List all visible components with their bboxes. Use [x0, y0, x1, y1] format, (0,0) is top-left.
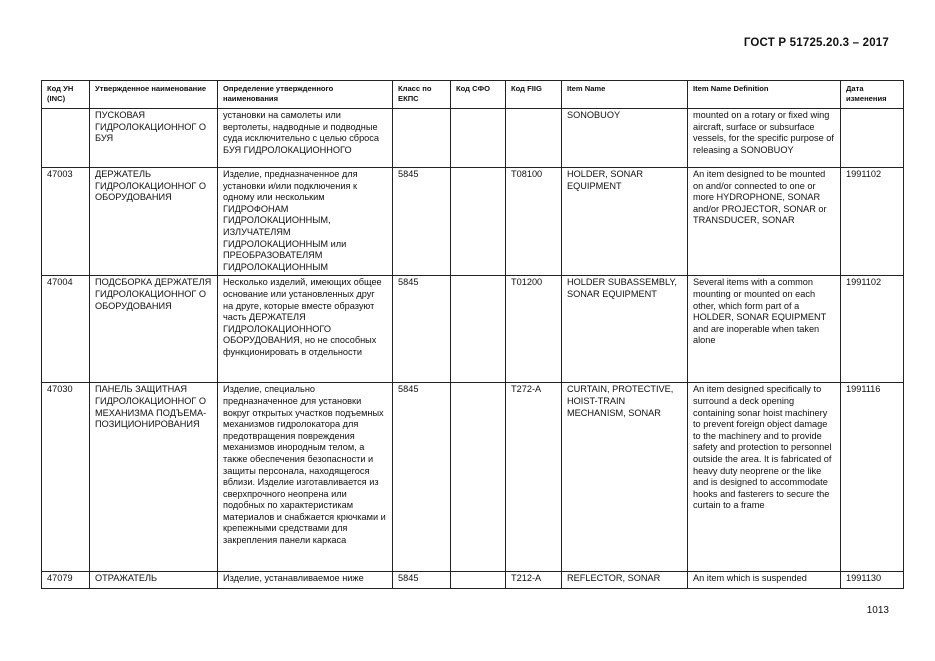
cell-change-date: 1991102 [841, 276, 904, 383]
cell-item-name: HOLDER SUBASSEMBLY, SONAR EQUIPMENT [562, 276, 688, 383]
cell-item-name: REFLECTOR, SONAR [562, 572, 688, 589]
column-header-definition: Определение утвержденного наименования [218, 81, 393, 109]
cell-definition: Изделие, предназначенное для установки и/или подключения к одному или нескольким ГИДРОФОНАМ ГИДРОЛОКАЦИОННЫМ, ИЗЛУЧАТЕЛЯМ ГИДРОЛОКАЦИОННЫМ или ПРЕОБРАЗОВАТЕЛЯМ ГИДРОЛОКАЦИОННЫМ [218, 168, 393, 276]
cell-approved-name: ОТРАЖАТЕЛЬ [90, 572, 218, 589]
column-header-inc: Код УН (INC) [42, 81, 90, 109]
cell-item-name: HOLDER, SONAR EQUIPMENT [562, 168, 688, 276]
table-row [42, 168, 904, 276]
cell-sfo-code [451, 383, 506, 572]
column-header-item-definition: Item Name Definition [688, 81, 841, 109]
cell-class: 5845 [393, 276, 451, 383]
cell-fiig-code [506, 109, 562, 168]
cell-inc: 47003 [42, 168, 90, 276]
cell-inc: 47030 [42, 383, 90, 572]
cell-fiig-code: T01200 [506, 276, 562, 383]
cell-sfo-code [451, 572, 506, 589]
column-header-approved-name: Утвержденное наименование [90, 81, 218, 109]
cell-item-definition: An item which is suspended [688, 572, 841, 589]
cell-item-definition: An item designed specifically to surround a deck opening containing sonar hoist machinery to prevent foreign object damage to the machinery and to provide safety and protection to personnel outside the area. It is fabricated of heavy duty neoprene or the like and is designed to accommodate hooks and fasterers to secure the curtain to a frame [688, 383, 841, 572]
cell-fiig-code: T212-A [506, 572, 562, 589]
cell-change-date: 1991116 [841, 383, 904, 572]
table-row [42, 383, 904, 572]
cell-fiig-code: T272-A [506, 383, 562, 572]
document-title: ГОСТ Р 51725.20.3 – 2017 [743, 37, 889, 49]
column-header-class: Класс по ЕКПС [393, 81, 451, 109]
cell-inc: 47004 [42, 276, 90, 383]
cell-definition: Изделие, устанавливаемое ниже [218, 572, 393, 589]
cell-item-definition: Several items with a common mounting or mounted on each other, which form part of a HOLDER, SONAR EQUIPMENT and are inoperable when taken alone [688, 276, 841, 383]
data-table [41, 80, 904, 589]
column-header-change-date: Дата изменения [841, 81, 904, 109]
table-row [42, 109, 904, 168]
cell-approved-name: ПУСКОВАЯ ГИДРОЛОКАЦИОННОГ О БУЯ [90, 109, 218, 168]
cell-sfo-code [451, 168, 506, 276]
cell-definition: установки на самолеты или вертолеты, надводные и подводные суда исключительно с целью сброса БУЯ ГИДРОЛОКАЦИОННОГО [218, 109, 393, 168]
cell-approved-name: ДЕРЖАТЕЛЬ ГИДРОЛОКАЦИОННОГ О ОБОРУДОВАНИЯ [90, 168, 218, 276]
column-header-sfo-code: Код СФО [451, 81, 506, 109]
cell-sfo-code [451, 109, 506, 168]
cell-change-date [841, 109, 904, 168]
column-header-fiig-code: Код FIIG [506, 81, 562, 109]
cell-definition: Изделие, специально предназначенное для установки вокруг открытых участков подъемных механизмов гидролокатора для предотвращения повреждения механизмов инородным телом, а также обеспечения безопасности и защиты персонала, находящегося вблизи. Изделие изготавливается из сверхпрочного неопрена или подобных по характеристикам материалов и снабжается крючками и крепежными средствами для закрепления панели каркаса [218, 383, 393, 572]
cell-class [393, 109, 451, 168]
table-header-row [42, 81, 904, 109]
cell-change-date: 1991102 [841, 168, 904, 276]
cell-definition: Несколько изделий, имеющих общее основание или установленных друг на друге, которые вместе образуют часть ДЕРЖАТЕЛЯ ГИДРОЛОКАЦИОННОГО ОБОРУДОВАНИЯ, но не способных функционировать в отдельности [218, 276, 393, 383]
cell-item-name: CURTAIN, PROTECTIVE, HOIST-TRAIN MECHANISM, SONAR [562, 383, 688, 572]
column-header-item-name: Item Name [562, 81, 688, 109]
cell-approved-name: ПАНЕЛЬ ЗАЩИТНАЯ ГИДРОЛОКАЦИОННОГ О МЕХАНИЗМА ПОДЪЕМА-ПОЗИЦИОНИРОВАНИЯ [90, 383, 218, 572]
cell-item-definition: mounted on a rotary or fixed wing aircraft, surface or subsurface vessels, for the specific purpose of releasing a SONOBUOY [688, 109, 841, 168]
table-row [42, 276, 904, 383]
cell-inc: 47079 [42, 572, 90, 589]
cell-class: 5845 [393, 168, 451, 276]
cell-item-definition: An item designed to be mounted on and/or connected to one or more HYDROPHONE, SONAR and/or PROJECTOR, SONAR or TRANSDUCER, SONAR [688, 168, 841, 276]
cell-approved-name: ПОДСБОРКА ДЕРЖАТЕЛЯ ГИДРОЛОКАЦИОННОГ О ОБОРУДОВАНИЯ [90, 276, 218, 383]
cell-sfo-code [451, 276, 506, 383]
cell-class: 5845 [393, 572, 451, 589]
table-row [42, 572, 904, 589]
cell-inc [42, 109, 90, 168]
page-number: 1013 [866, 605, 889, 616]
cell-class: 5845 [393, 383, 451, 572]
cell-change-date: 1991130 [841, 572, 904, 589]
cell-fiig-code: T08100 [506, 168, 562, 276]
cell-item-name: SONOBUOY [562, 109, 688, 168]
